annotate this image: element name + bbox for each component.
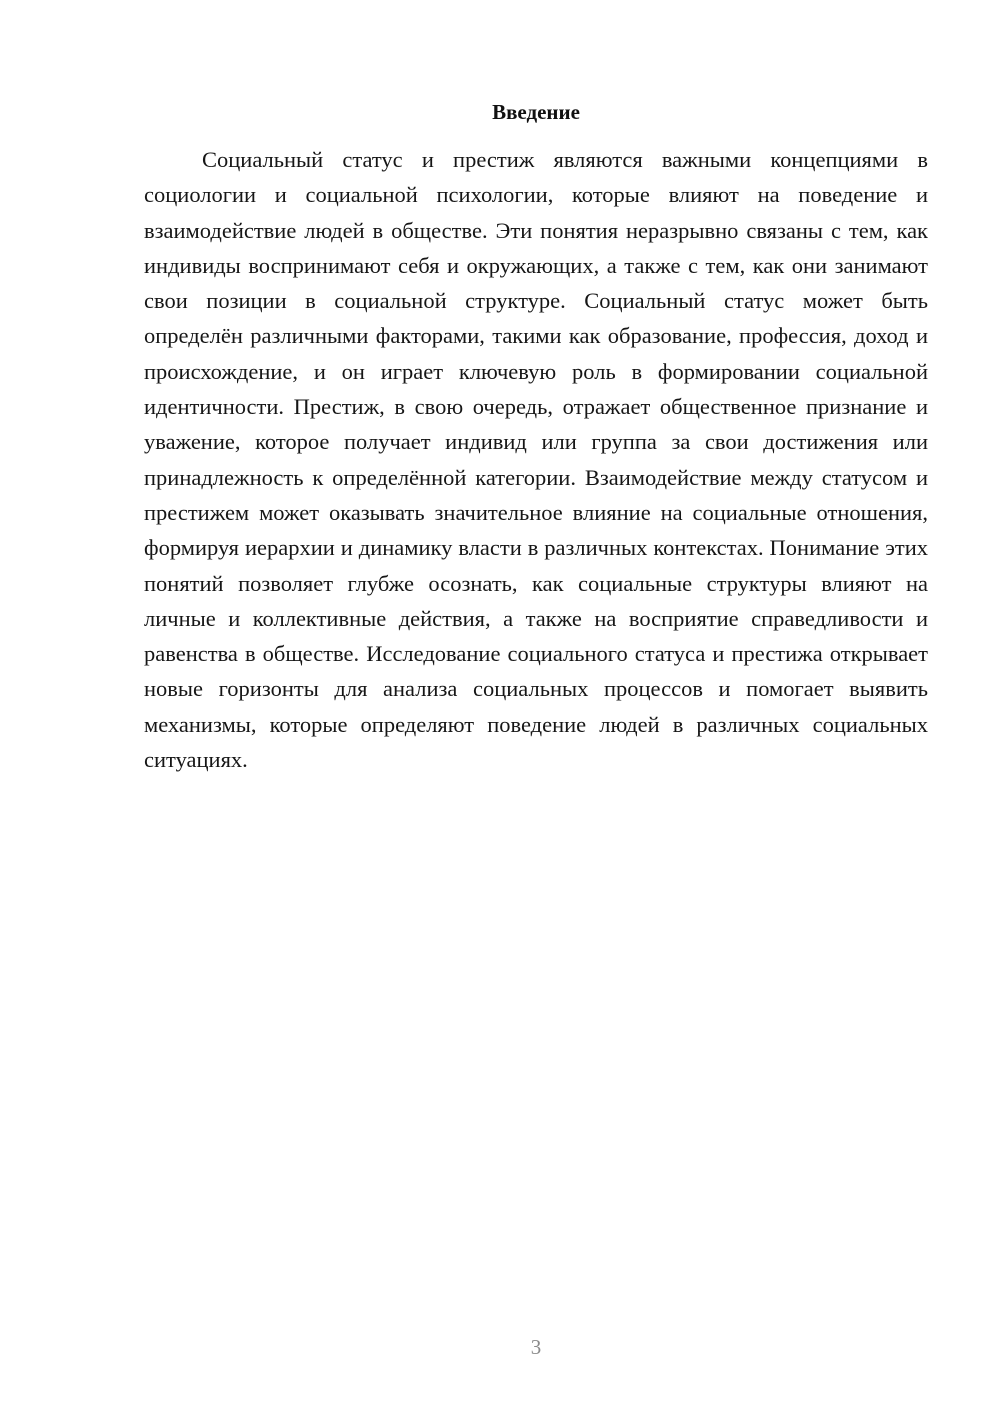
page-number: 3 [530, 1335, 542, 1359]
section-heading: Введение [492, 100, 580, 124]
body-paragraph: Социальный статус и престиж являются важными концепциями в социологии и социальной психологии, которые влияют на поведение и взаимодействие людей в обществе. Эти понятия неразрывно связаны с тем, как индивиды воспринимают себя и окружающих, а также с тем, как они занимают свои позиции в социальной структуре. Социальный статус может быть определён различными факторами, такими как образование, профессия, доход и происхождение, и он играет ключевую роль в формировании социальной идентичности. Престиж, в свою очередь, отражает общественное признание и уважение, которое получает индивид или группа за свои достижения или принадлежность к определённой категории. Взаимодействие между статусом и престижем может оказывать значительное влияние на социальные отношения, формируя иерархии и динамику власти в различных контекстах. Понимание этих понятий позволяет глубже осознать, как социальные структуры влияют на личные и коллективные действия, а также на восприятие справедливости и равенства в обществе. Исследование социального статуса и престижа открывает новые горизонты для анализа социальных процессов и помогает выявить механизмы, которые определяют поведение людей в различных социальных ситуациях. [144, 147, 928, 773]
